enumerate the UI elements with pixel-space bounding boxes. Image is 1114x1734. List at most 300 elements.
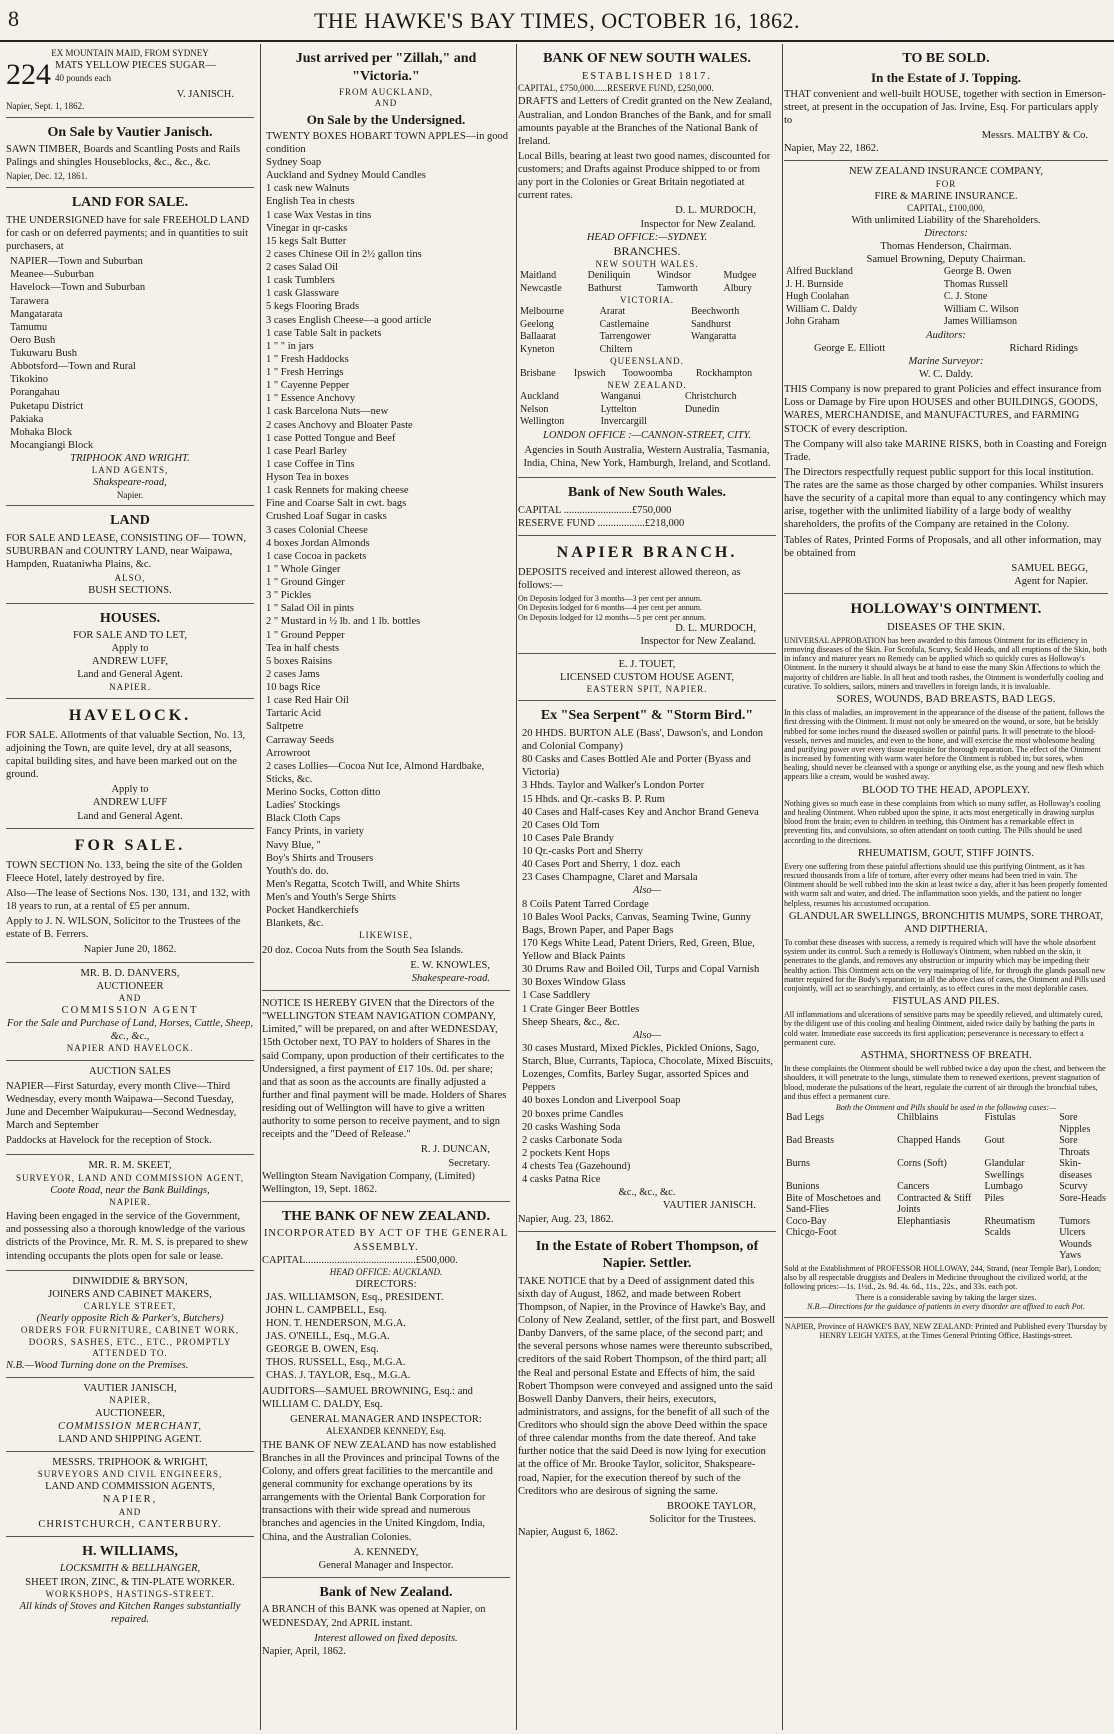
ad-text: Wellington Steam Navigation Company, (Limited) (262, 1170, 475, 1182)
list-item: 1 cask Tumblers (266, 275, 335, 287)
place-item: Tukuwaru Bush (10, 348, 77, 360)
ad-nz-insurance (784, 161, 1108, 594)
branch-name: Ballaarat (520, 331, 557, 343)
ad-text: CAPITAL, £100,000, (907, 202, 985, 213)
ad-bank-of-new-zealand (262, 1202, 510, 1578)
ad-body: Tables of Rates, Printed Forms of Proposals, and all other information, may be obtained from (784, 534, 1102, 559)
ad-holloways-ointment (784, 594, 1108, 1318)
list-item: 20 casks Washing Soda (522, 1121, 621, 1133)
item-list (262, 130, 510, 931)
ad-text: CAPITAL ..........................£750,000 (518, 504, 672, 516)
case-name: Sore Throats (1059, 1135, 1090, 1158)
ad-subheading: DISEASES OF THE SKIN. (887, 621, 1005, 633)
ad-text: LONDON OFFICE :—CANNON-STREET, CITY. (543, 429, 751, 441)
case-name (895, 1250, 982, 1262)
list-item: 2 pockets Kent Hops (522, 1147, 610, 1159)
ad-text: With unlimited Liability of the Shareholders. (851, 214, 1041, 226)
ad-text: Auditors: (926, 329, 966, 341)
ad-body: All inflammations and ulcerations of sensitive parts may be speedily relieved, and ultimately cured, by the diligent use of this cooling and healing Ointment, aided twice daily by bathing the parts in cold water. Immediate ease succeeds its first application; perseverance is necessary to effect a permanent cure. (784, 1010, 1103, 1047)
director-name: Hugh Coolahan (786, 291, 850, 303)
list-item: 1 case Potted Tongue and Beef (266, 432, 396, 444)
ad-text: BUSH SECTIONS. (88, 585, 172, 597)
ad-text: Secretary. (448, 1157, 490, 1169)
list-item: 1 " Fresh Herrings (266, 367, 344, 378)
place-item: Pakiaka (10, 413, 44, 425)
ad-heading: Bank of New Zealand. (319, 1584, 453, 1600)
ad-text: SHEET IRON, ZINC, & TIN-PLATE WORKER. (25, 1576, 235, 1588)
signature: TRIPHOOK AND WRIGHT. (70, 453, 190, 465)
ad-heading: MR. R. M. SKEET, (88, 1160, 172, 1172)
signature: D. L. MURDOCH, (675, 622, 756, 634)
case-name: Corns (Soft) (897, 1158, 947, 1170)
ad-body: Agencies in South Australia, Western Australia, Tasmania, India, China, New York, Hamburgh, Ireland, and Scotland. (523, 444, 771, 470)
director-name: HON. T. HENDERSON, M.G.A. (266, 1317, 406, 1329)
list-item: 1 " Fresh Haddocks (266, 353, 349, 365)
ad-text: AND (118, 1506, 142, 1517)
list-item: 1 " Ground Ginger (266, 577, 345, 588)
list-item: 1 " Ground Pepper (266, 629, 345, 641)
list-item: Fancy Prints, in variety (266, 826, 364, 838)
list-item: 40 Cases and Half-cases Key and Anchor Brand Geneva (522, 806, 759, 818)
ad-text: For the Sale and Purchase of Land, Horses, Cattle, Sheep, &c., &c., (6, 1018, 254, 1043)
director-name: Alfred Buckland (786, 266, 853, 278)
signature: Messrs. MALTBY & Co. (981, 130, 1088, 142)
column-1 (6, 44, 261, 1730)
ad-text: COMMISSION AGENT (61, 1005, 199, 1017)
ad-text: AND (374, 98, 398, 109)
ad-body: DRAFTS and Letters of Credit granted on the New Zealand, Australian, and London Branches of the Bank, and for small amounts payable at the Branches of the National Bank of Ireland. (518, 96, 773, 147)
case-name: Ulcers (1059, 1227, 1086, 1239)
case-name: Sore Nipples (1059, 1112, 1091, 1135)
ad-body: TAKE NOTICE that by a Deed of assignment dated this sixth day of August, 1862, and made between Robert Thompson, of Napier, in the Province of Hawke's Bay, and Colony of New Zealand, settler, of the first part, and Boswell Danby Danvers, of the same place, of the second part; and the several persons whose names were thereunto subscribed, creditors of the said Robert Thompson, of the third part; all the Real and personal Estate and Effects of him, the said Robert Thompson were conveyed and assigned unto the said Boswell Danby Danvers, their heirs, executors, administrators, and assigns, for the benefit of all such of the Creditors who should sign the above Deed within the space of three calendar months from the date thereof. And take further notice that the said Deed is now lying for execution at the office of Mr. Brooke Taylor, solicitor, Shakspeare-road, Napier, for the execution thereof by such of the Creditors who are desirous of signing the same. (518, 1275, 776, 1497)
director-list (262, 1291, 510, 1383)
branch-name: Melbourne (520, 306, 564, 318)
case-name: Lumbago (984, 1181, 1023, 1193)
ad-text: Coote Road, near the Bank Buildings, (50, 1184, 210, 1196)
list-item: Sheep Shears, &c., &c. (522, 1016, 620, 1028)
list-item: English Tea in chests (266, 196, 355, 208)
case-name: Tumors (1059, 1215, 1091, 1227)
branch-name: Brisbane (520, 367, 556, 379)
list-item: 2 cases Salad Oil (266, 262, 339, 273)
list-item: 10 Cases Pale Brandy (522, 832, 614, 844)
ad-text: Solicitor for the Trustees. (649, 1513, 756, 1525)
rate-line: On Deposits lodged for 6 months—4 per cent per annum. (518, 603, 702, 613)
list-item: Tartaric Acid (266, 708, 321, 720)
ad-text: LAND AND COMMISSION AGENTS, (45, 1481, 215, 1493)
case-name: Chapped Hands (897, 1135, 961, 1147)
case-name: Burns (786, 1158, 810, 1170)
table-row (518, 306, 776, 319)
ad-text: INCORPORATED BY ACT OF THE GENERAL ASSEMBLY. (263, 1228, 509, 1253)
ad-text: Inspector for New Zealand. (640, 218, 756, 230)
list-item: Navy Blue, " (266, 839, 321, 851)
branch-name: Dunedin (684, 403, 720, 415)
ad-body: Local Bills, bearing at least two good names, discounted for customers; and Drafts against Produce shipped to or from any port in the Colonies or Great Britain negotiated at current rates. (518, 150, 771, 202)
branch-name: Castlemaine (599, 318, 650, 330)
ad-text: Napier. (116, 489, 144, 500)
table-row (784, 1250, 1108, 1262)
ad-heading: Ex "Sea Serpent" & "Storm Bird." (540, 708, 754, 724)
ad-text: HEAD OFFICE:—SYDNEY. (586, 231, 708, 243)
list-item: Blankets, &c. (266, 918, 324, 930)
list-item: 4 casks Patna Rice (522, 1174, 601, 1186)
ad-body: THAT convenient and well-built HOUSE, together with section in Emerson-street, at present in the occupation of Jas. Irvine, Esq. For particulars apply to (784, 88, 1106, 126)
ad-text: Shakespeare-road. (411, 972, 490, 984)
list-item: 2 " Mustard in ½ lb. and 1 lb. bottles (266, 616, 421, 628)
branch-table (518, 391, 776, 429)
list-item: 1 cask Glassware (266, 288, 339, 300)
list-item: Crushed Loaf Sugar in casks (266, 511, 387, 523)
ad-body: In these complaints the Ointment should be well rubbed twice a day upon the chest, and between the shoulders, it will penetrate to the lungs, stimulate them to renewed exertions, prevent stagnation of blood, moderate the pulsations of the heart, regulate the current of air through the bronchial tubes, and thus effect a permanent cure. (784, 1064, 1106, 1101)
ad-text: CARLYLE STREET, (83, 1300, 177, 1311)
ad-text: WORKSHOPS, HASTINGS-STREET. (45, 1588, 215, 1599)
case-name: Fistulas (984, 1112, 1016, 1124)
ad-sea-serpent (518, 701, 776, 1231)
branch-name: Newcastle (520, 282, 562, 294)
table-row (784, 316, 1108, 329)
director-name: JAS. O'NEILL, Esq., M.G.A. (266, 1331, 390, 1343)
case-name: Bad Breasts (786, 1135, 835, 1147)
ad-subheading: FISTULAS AND PILES. (892, 996, 1000, 1008)
place-item: Oero Bush (10, 334, 56, 346)
region-label: VICTORIA. (619, 295, 675, 306)
region-label: QUEENSLAND. (610, 356, 684, 367)
case-name: Elephantiasis (897, 1215, 951, 1227)
ad-text: Directors: (924, 227, 968, 239)
ad-land-lease (6, 506, 254, 603)
list-item: 1 " Salad Oil in pints (266, 603, 354, 615)
place-item: Porangahau (10, 387, 60, 399)
ad-text: GENERAL MANAGER AND INSPECTOR: (290, 1413, 482, 1425)
table-row (518, 283, 776, 296)
branch-name: Geelong (520, 318, 554, 330)
ad-text: HEAD OFFICE: AUCKLAND. (329, 1266, 443, 1277)
signature: D. L. MURDOCH, (675, 205, 756, 217)
ad-touet (518, 654, 776, 702)
director-name: George B. Owen (943, 266, 1012, 278)
table-row (784, 304, 1108, 317)
director-name: William C. Daldy (786, 303, 857, 315)
table-row (784, 291, 1108, 304)
list-item: 2 cases Jams (266, 668, 320, 680)
table-row (518, 416, 776, 429)
branch-name: Albury (723, 282, 752, 294)
region-label: NEW ZEALAND. (607, 380, 687, 391)
ad-subheading: In the Estate of J. Topping. (871, 69, 1021, 85)
rate-line: On Deposits lodged for 12 months—5 per cent per annum. (518, 612, 706, 622)
director-name: James Williamson (943, 316, 1017, 328)
list-item: 1 case Pearl Barley (266, 445, 347, 457)
list-item: 20 Cases Old Tom (522, 819, 600, 831)
branch-name: Mudgee (723, 270, 757, 282)
ad-heading: HOUSES. (99, 610, 161, 626)
ad-body: A BRANCH of this BANK was opened at Napier, on WEDNESDAY, 2nd APRIL instant. (262, 1604, 486, 1629)
case-name (784, 1250, 895, 1262)
table-row (784, 279, 1108, 292)
list-item: Pocket Handkerchiefs (266, 905, 359, 917)
branch-name: Wellington (520, 416, 565, 428)
case-name: Chilblains (897, 1112, 939, 1124)
signature: BROOKE TAYLOR, (666, 1500, 756, 1512)
ad-for-sale (6, 829, 254, 963)
ad-text: CAPITAL, £750,000......RESERVE FUND, £250,000. (518, 82, 714, 93)
list-item: 40 boxes London and Liverpool Soap (522, 1095, 681, 1107)
list-item: 1 case Red Hair Oil (266, 695, 349, 707)
list-item: 20 boxes prime Candles (522, 1108, 624, 1120)
list-item: 30 cases Mustard, Mixed Pickles, Pickled Onions, Sago, Starch, Blue, Currants, Tapioca, Chocolate, Mixed Biscuits, Lozenges, Comfits, Barley Sugar, assorted Spices and Peppers (522, 1042, 774, 1094)
item-list (518, 898, 776, 1029)
branch-name (683, 416, 776, 429)
ad-just-arrived (262, 44, 510, 991)
ad-heading: EX MOUNTAIN MAID, FROM SYDNEY (51, 48, 209, 58)
signature: A. KENNEDY, (353, 1546, 419, 1558)
ad-text: RESERVE FUND ..................£218,000 (518, 517, 685, 529)
ad-heading: BANK OF NEW SOUTH WALES. (543, 51, 751, 66)
ad-body: THE UNDERSIGNED have for sale FREEHOLD LAND for cash or on deferred payments; and in quantities to suit purchasers, at (6, 214, 250, 253)
ad-heading: TO BE SOLD. (902, 51, 990, 66)
ad-text: AND (118, 992, 142, 1003)
signature: SAMUEL BEGG, (1011, 562, 1088, 574)
branch-name: Tarrengower (599, 331, 651, 343)
branch-name: Sandhurst (690, 318, 731, 330)
ad-date: Napier, Sept. 1, 1862. (6, 100, 85, 111)
list-item: 15 kegs Salt Butter (266, 235, 347, 247)
table-row (784, 1227, 1108, 1239)
branch-name: Windsor (656, 270, 691, 282)
ad-text: FOR (935, 178, 957, 189)
branch-name: Auckland (520, 391, 559, 403)
list-item: Vinegar in qr-casks (266, 222, 348, 234)
list-item: 2 cases Lollies—Cocoa Nut Ice, Almond Hardbake, Sticks, &c. (266, 760, 485, 785)
ad-heading: LAND (110, 513, 150, 529)
ad-text: &c., &c., &c. (618, 1187, 676, 1199)
ad-body: NAPIER—First Saturday, every month Clive—Third Wednesday, every month Waipawa—Second Tuesday, June and December Waipukurau—Second Wednesday, March and September (6, 1080, 237, 1132)
branch-name: Invercargill (600, 416, 648, 428)
ad-heading: HOLLOWAY'S OINTMENT. (850, 601, 1042, 618)
case-name (784, 1239, 895, 1251)
ad-vautier-sale (6, 118, 254, 189)
ad-text: All kinds of Stoves and Kitchen Ranges substantially repaired. (19, 1600, 241, 1626)
ad-bank-new-south-wales (518, 44, 776, 478)
list-item: 4 boxes Jordan Almonds (266, 537, 370, 549)
place-item: Mohaka Block (10, 426, 73, 438)
ad-text: Also— (632, 885, 661, 897)
table-row (784, 1112, 1108, 1135)
ad-triphook-wright (6, 1452, 254, 1537)
ad-heading: In the Estate of Robert Thompson, of Napier. Settler. (535, 1238, 759, 1272)
list-item: 2 casks Carbonate Soda (522, 1134, 623, 1146)
branch-name: Christchurch (684, 391, 737, 403)
place-item: Mocangiangi Block (10, 439, 94, 451)
ad-text: LAND AGENTS, (91, 465, 169, 476)
ad-text: LIKEWISE, (359, 930, 413, 941)
case-name: Wounds (1059, 1238, 1092, 1250)
branch-name: Rockhampton (696, 367, 753, 379)
ad-body: DEPOSITS received and interest allowed thereon, as follows:— (518, 566, 741, 592)
list-item: 1 case Wax Vestas in tins (266, 209, 372, 221)
case-name: Sore-Heads (1059, 1192, 1106, 1204)
ad-heading: THE BANK OF NEW ZEALAND. (281, 1208, 491, 1224)
list-item: 1 " Cayenne Pepper (266, 380, 350, 392)
ad-text: SURVEYOR, LAND AND COMMISSION AGENT, (15, 1172, 245, 1183)
column-2 (262, 44, 517, 1730)
table-row (518, 319, 776, 332)
ad-text: JOINERS AND CABINET MAKERS, (48, 1288, 212, 1300)
ad-houses (6, 604, 254, 699)
ad-text: ANDREW LUFF, (92, 656, 168, 668)
director-name: CHAS. J. TAYLOR, Esq., M.G.A. (266, 1370, 411, 1382)
ad-bnsw-capital (518, 478, 776, 536)
case-name (895, 1239, 982, 1251)
list-item: 5 boxes Raisins (266, 655, 332, 667)
ad-vautier-auctioneer (6, 1378, 254, 1452)
list-item: 15 Hhds. and Qr.-casks B. P. Rum (522, 793, 665, 805)
ad-text: Samuel Browning, Deputy Chairman. (866, 254, 1026, 266)
imprint (784, 1318, 1108, 1345)
ad-text: Interest allowed on fixed deposits. (314, 1632, 458, 1644)
ad-auction-sales (6, 1061, 254, 1156)
list-item: 1 cask new Walnuts (266, 183, 350, 195)
ad-heading: H. WILLIAMS, (82, 1543, 178, 1559)
ad-williams (6, 1537, 254, 1631)
director-name: J. H. Burnside (786, 278, 844, 290)
branch-name: Bathurst (587, 282, 622, 294)
list-item: Arrowroot (266, 747, 311, 759)
ad-text: FROM AUCKLAND, (338, 87, 433, 97)
case-name: Cancers (897, 1181, 930, 1193)
ad-heading: Just arrived per "Zillah," and "Victoria." (295, 51, 477, 84)
ad-text: NAPIER. (109, 681, 151, 692)
list-item: 3 Hhds. Taylor and Walker's London Porter (522, 780, 705, 792)
list-item: 10 Qr.-casks Port and Sherry (522, 846, 644, 858)
ad-text: AUCTIONEER, (95, 1407, 165, 1419)
ad-subheading: ASTHMA, SHORTNESS OF BREATH. (860, 1050, 1032, 1062)
case-name: Bad Legs (786, 1112, 825, 1124)
table-row (518, 368, 776, 381)
newspaper-title: THE HAWKE'S BAY TIMES, OCTOBER 16, 1862. (313, 8, 801, 33)
list-item: 1 " Essence Anchovy (266, 393, 356, 405)
ad-body: AUDITORS—SAMUEL BROWNING, Esq.: and WILLIAM C. DALDY, Esq. (262, 1385, 473, 1410)
list-item: 1 cask Rennets for making cheese (266, 485, 409, 497)
ad-text: W. C. Daldy. (918, 369, 974, 381)
ad-text: SURVEYORS AND CIVIL ENGINEERS, (37, 1469, 223, 1480)
ad-text: ANDREW LUFF (92, 797, 168, 809)
ad-body: SAWN TIMBER, Boards and Scantling Posts and Rails Palings and shingles Houseblocks, &c., &c., &c. (6, 144, 241, 169)
ad-heading: NAPIER BRANCH. (556, 543, 738, 561)
table-row (784, 266, 1108, 279)
column-4 (784, 44, 1108, 1730)
ad-body: Having been engaged in the service of the Government, and possessing also a thorough knowledge of the various districts of the Province, Mr. R. M. S. is prepared to shew intending occupants the plots open for sale or lease. (6, 1211, 249, 1262)
list-item: 3 cases Colonial Cheese (266, 524, 368, 536)
ad-napier-branch (518, 536, 776, 654)
ad-body: Apply to J. N. WILSON, Solicitor to the Trustees of the estate of B. Ferrers. (6, 916, 241, 941)
branch-name: Deniliquin (587, 270, 631, 282)
branch-name: Ararat (599, 306, 626, 318)
table-row (518, 391, 776, 404)
signature: E. W. KNOWLES, (410, 959, 490, 971)
ad-text: (Nearly opposite Rich & Parker's, Butchers) (36, 1313, 224, 1325)
ad-heading: LAND FOR SALE. (71, 195, 189, 211)
list-item: 30 Boxes Window Glass (522, 977, 626, 989)
place-item: NAPIER—Town and Suburban (10, 256, 143, 268)
case-name: Glandular Swellings (984, 1158, 1025, 1181)
ad-text: DIRECTORS: (355, 1278, 417, 1290)
branch-name: Lyttelton (600, 403, 637, 415)
signature: R. J. DUNCAN, (420, 1144, 490, 1156)
list-item: 2 cases Chinese Oil in 2½ gallon tins (266, 248, 422, 260)
ad-subheading: On Sale by the Undersigned. (306, 111, 466, 127)
branch-name: Tamworth (656, 282, 698, 294)
list-item: 40 Cases Port and Sherry, 1 doz. each (522, 859, 681, 871)
ad-heading: On Sale by Vautier Janisch. (47, 124, 213, 140)
masthead (0, 0, 1114, 42)
ad-text: There is a considerable saving by taking the larger sizes. (855, 1293, 1037, 1303)
case-name: Contracted & Stiff Joints (897, 1192, 972, 1216)
list-item: 1 cask Barcelona Nuts—new (266, 406, 389, 418)
auditor-name: Richard Ridings (1009, 342, 1078, 354)
list-item: Fine and Coarse Salt in cwt. bags (266, 498, 407, 510)
ad-heading: NEW ZEALAND INSURANCE COMPANY, (848, 166, 1044, 178)
director-name: William C. Wilson (943, 303, 1019, 315)
table-row (518, 404, 776, 417)
ad-text: NAPIER, (102, 1494, 158, 1506)
list-item: Merino Socks, Cotton ditto (266, 787, 381, 798)
case-name: Skin-diseases (1059, 1158, 1093, 1181)
list-item: 1 Case Saddlery (522, 990, 591, 1002)
list-item: 1 " Whole Ginger (266, 563, 341, 575)
ad-text: Agent for Napier. (1014, 575, 1088, 587)
ad-body: THIS Company is now prepared to grant Policies and effect insurance from Loss or Damage by Fire upon HOUSES and other BUILDINGS, GOODS, WARES, MERCHANDISE, and MANUFACTURES, and FARMING STOCK of every description. (784, 384, 1102, 435)
case-name: Piles (984, 1192, 1004, 1204)
branch-name: Nelson (520, 403, 549, 415)
place-item: Tarawera (10, 295, 49, 307)
list-item: 3 " Pickles (266, 590, 312, 602)
ad-body: 20 doz. Cocoa Nuts from the South Sea Islands. (262, 944, 464, 956)
ad-text: NAPIER, (109, 1395, 151, 1406)
ad-subheading: GLANDULAR SWELLINGS, BRONCHITIS MUMPS, SORE THROAT, AND DIPTHERIA. (788, 910, 1104, 935)
place-list (6, 255, 254, 452)
ad-text: NAPIER. (109, 1196, 151, 1207)
ad-text: Marine Surveyor: (908, 355, 984, 367)
region-label: NEW SOUTH WALES. (595, 258, 699, 269)
list-item: Men's and Youth's Serge Shirts (266, 892, 396, 903)
ad-heading: AUCTION SALES (89, 1065, 171, 1077)
ad-text: Inspector for New Zealand. (640, 635, 756, 647)
ad-text: LICENSED CUSTOM HOUSE AGENT, (559, 672, 735, 684)
ad-body: Every one suffering from these painful affections should use this purifying Ointment, as it has rescued thousands from a life of torture, after every other means had been tried in vain. The Ointment should be well rubbed into the skin at least twice a day, after it has been properly fomented with warm salt and water, and dried. The inflammation soon yields, and the patient no longer helpless, resumes his accustomed occupation. (784, 861, 1108, 908)
case-name: Bunions (786, 1181, 820, 1193)
ad-date: Napier, Dec. 12, 1861. (6, 171, 88, 182)
branch-name: Beechworth (690, 306, 740, 318)
list-item: Tea in half chests (266, 642, 340, 654)
ad-land-for-sale (6, 188, 254, 506)
ad-text: N.B.—Wood Turning done on the Premises. (6, 1360, 189, 1372)
ad-topping-estate (784, 44, 1108, 161)
director-name: GEORGE B. OWEN, Esq. (266, 1344, 379, 1356)
branch-table (518, 368, 776, 381)
cases-table (784, 1112, 1108, 1262)
ad-dinwiddie (6, 1271, 254, 1379)
ad-date: Napier, Aug. 23, 1862. (518, 1213, 614, 1225)
ad-body: Sold at the Establishment of PROFESSOR HOLLOWAY, 244, Strand, (near Temple Bar), London; also by all respectable druggists and Dealers in Medicine throughout the civilized world, at the following prices:—1s. 1½d., 2s. 9d. 4s. 6d., 11s., 22s., and 33s. each pot. (784, 1263, 1102, 1291)
table-row (518, 270, 776, 283)
place-item: Meanee—Suburban (10, 269, 94, 281)
ad-text: N.B.—Directions for the guidance of patients in every disorder are affixed to each Pot. (807, 1302, 1085, 1312)
ad-subheading: BRANCHES. (613, 243, 681, 258)
table-row (784, 1239, 1108, 1251)
list-item: 2 cases Anchovy and Bloater Paste (266, 419, 413, 431)
